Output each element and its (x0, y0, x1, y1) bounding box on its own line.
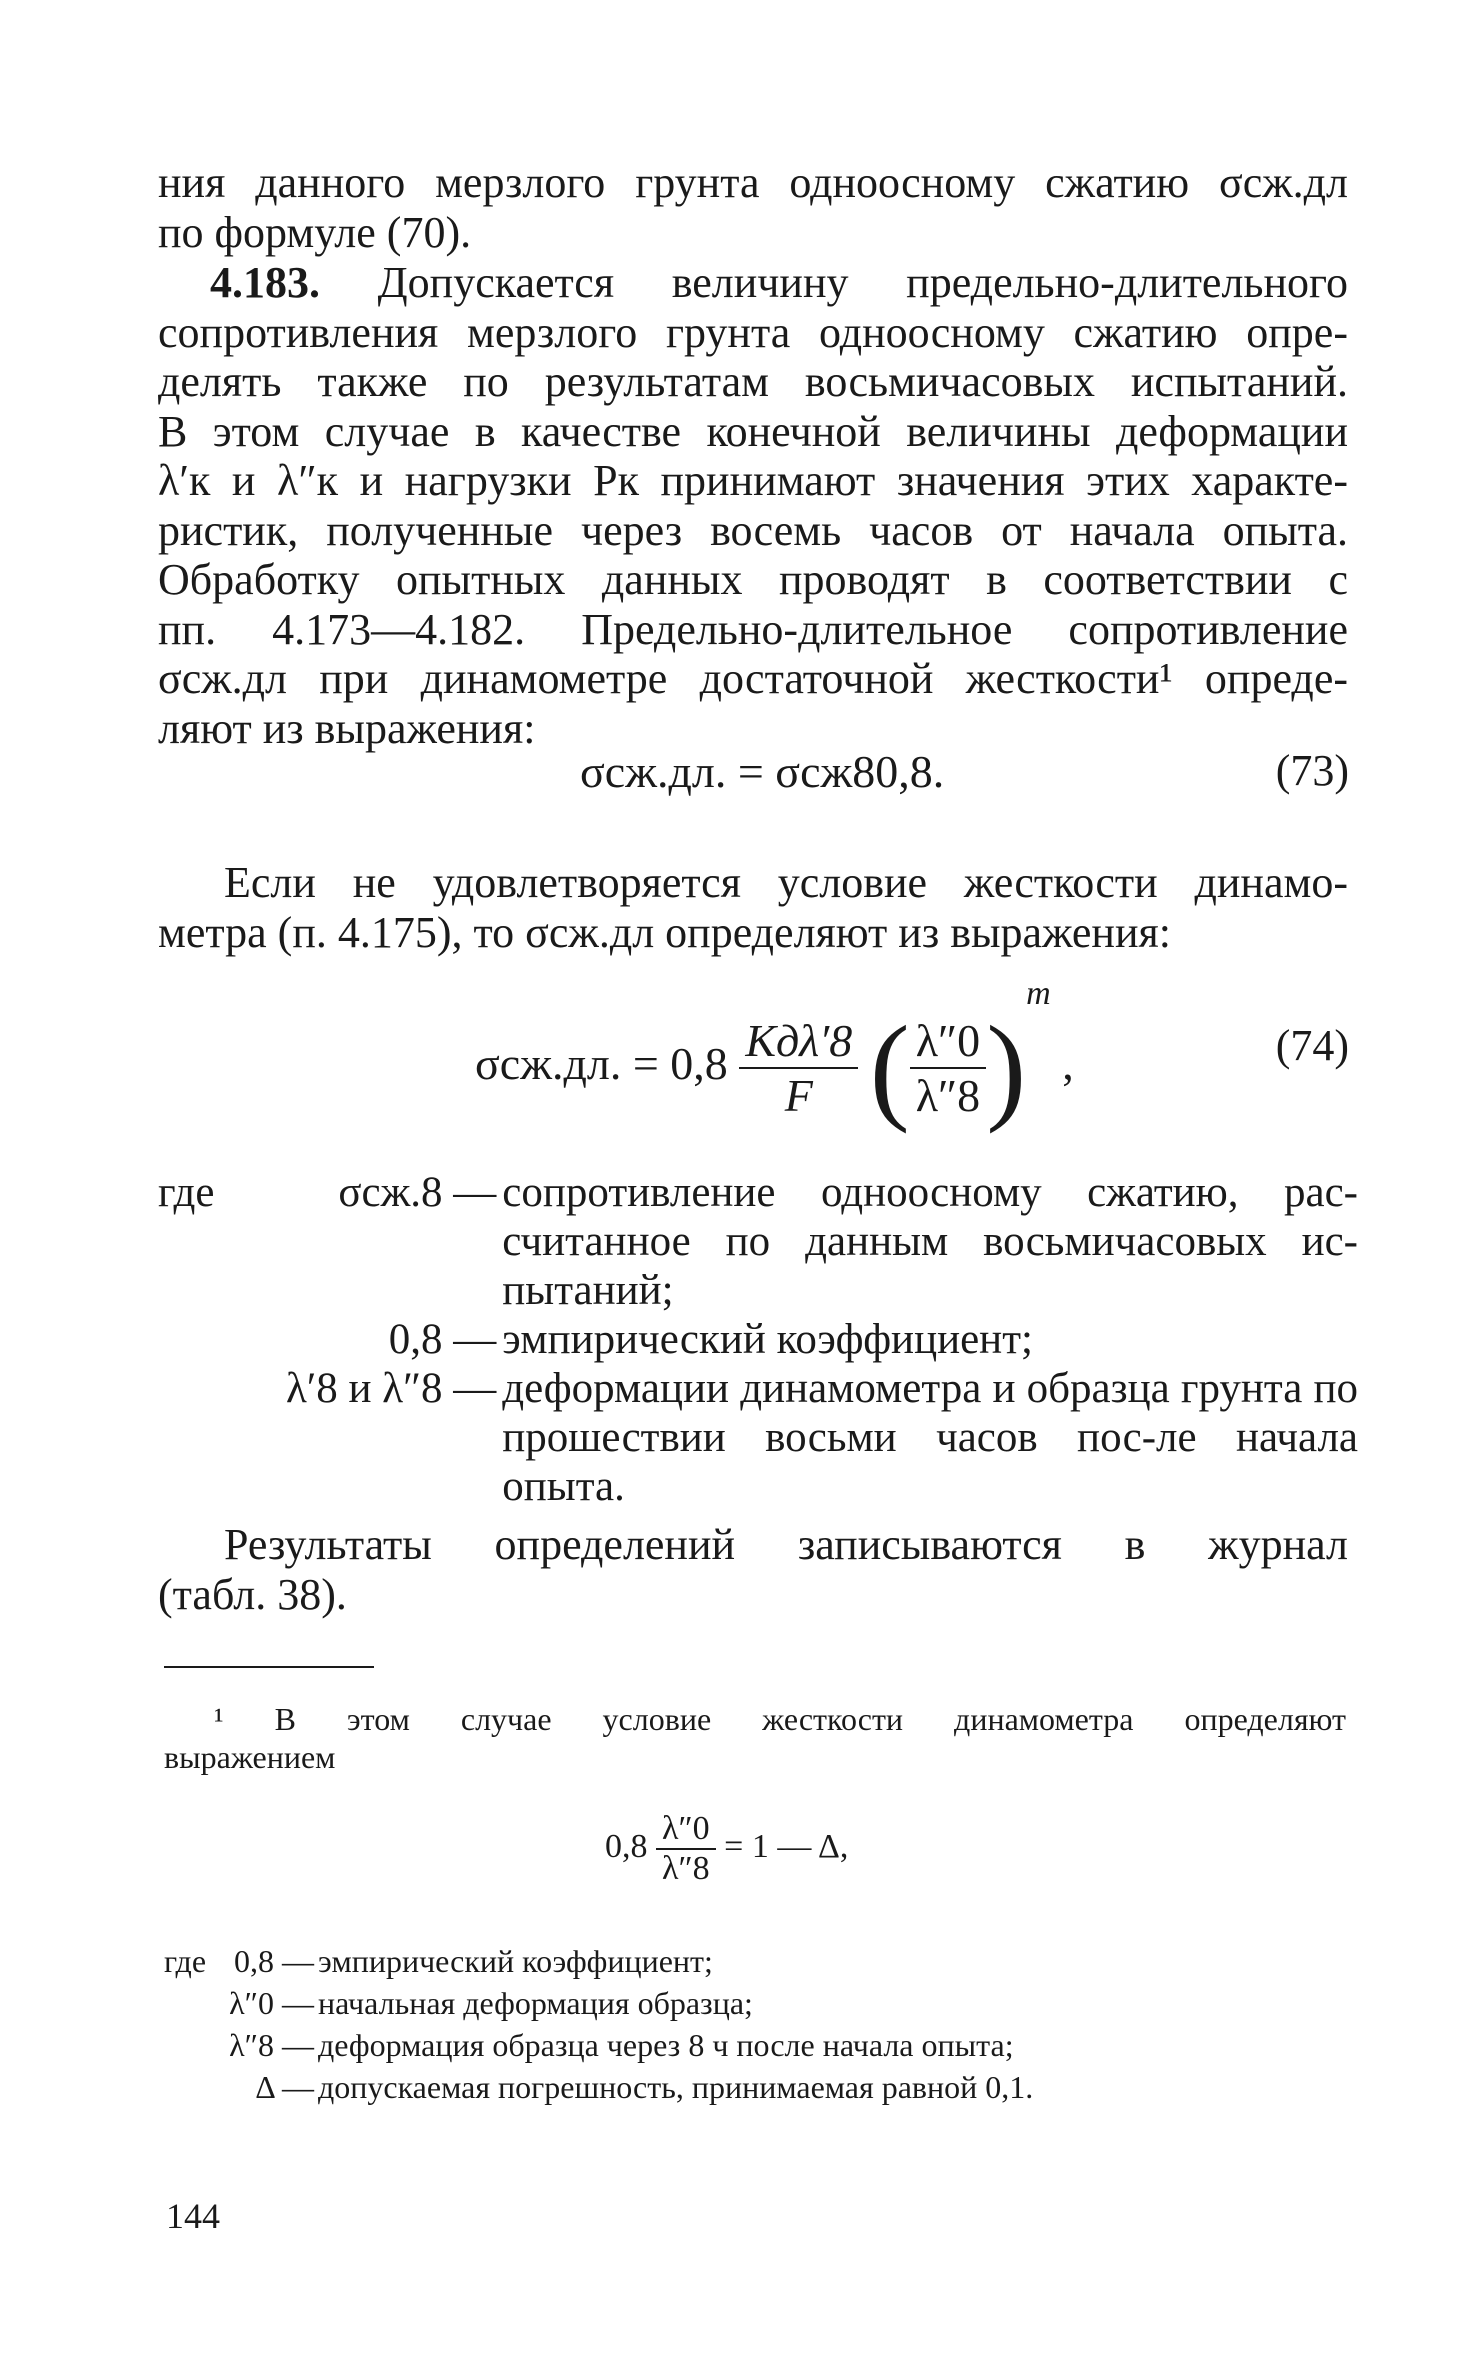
equation-74-inner-numerator: λ″0 (910, 1014, 986, 1069)
definition-item (158, 1168, 1358, 1315)
equation-74-exponent: m (1026, 975, 1051, 1012)
equation-74-numerator: Kдλ′8 (739, 1014, 858, 1069)
text-line: пп. 4.173—4.182. Предельно-длительное сопротивление (158, 604, 1348, 654)
footnote-definition-item (164, 2024, 1346, 2066)
footnote-term: 0,8 — (234, 1943, 314, 1979)
footnote-equation-rhs: = 1 — Δ, (724, 1827, 849, 1865)
footnote-text (164, 1700, 1346, 1776)
footnote-where-label: где (164, 1943, 207, 1979)
text-line: В этом случае в качестве конечной величины деформации (158, 406, 1348, 456)
text-line: Результаты определений записываются в журнал (224, 1520, 1348, 1569)
definition-term: σсж.8 — (338, 1169, 497, 1216)
footnote-desc: эмпирический коэффициент; (318, 1943, 713, 1979)
footnote-term: λ″8 — (229, 2027, 314, 2063)
equation-74-trailing: , (1062, 1037, 1074, 1089)
equation-74-lhs: σсж.дл. = 0,8 (475, 1037, 728, 1089)
section-first-line (158, 258, 1348, 308)
footnote-equation-numerator: λ″0 (656, 1810, 716, 1850)
text-line: σсж.дл при динамометре достаточной жесткости¹ опреде- (158, 654, 1348, 703)
stiffness-paragraph (158, 858, 1348, 957)
where-label: где (158, 1169, 215, 1216)
footnote-equation-lhs: 0,8 (605, 1827, 648, 1865)
equation-74-denominator: F (784, 1070, 813, 1122)
definition-desc: деформации динамометра и образца грунта по прошествии восьми часов пос-ле начала опыта. (502, 1365, 1358, 1510)
equation-74-number: (74) (1275, 1021, 1349, 1070)
equation-74-inner-fraction (910, 1014, 986, 1122)
footnote-equation (605, 1810, 848, 1888)
text-line: метра (п. 4.175), то σсж.дл определяют из выражения: (158, 907, 1171, 957)
footnote-definition-item (164, 1982, 1346, 2024)
footnote-term: Δ — (255, 2069, 314, 2105)
text-line: по формуле (70). (158, 207, 472, 257)
text-line: ляют из выражения: (158, 703, 536, 753)
text-line: λ′к и λ″к и нагрузки Pк принимают значения этих характе- (158, 456, 1348, 505)
footnote-definitions (164, 1940, 1346, 2108)
definition-term: 0,8 — (388, 1316, 497, 1363)
text-line: делять также по результатам восьмичасовых испытаний. (158, 357, 1348, 406)
section-number: 4.183. (210, 258, 320, 307)
section-4-183 (158, 258, 1348, 753)
equation-73: σсж.дл. = σсж80,8. (580, 746, 945, 797)
text-line: сопротивления мерзлого грунта одноосному сжатию опре- (158, 307, 1348, 357)
definition-desc: эмпирический коэффициент; (502, 1316, 1033, 1363)
text-line: выражением (164, 1739, 336, 1775)
page-number: 144 (166, 2196, 220, 2236)
text-line: (табл. 38). (158, 1569, 347, 1619)
equation-74-inner-denominator: λ″8 (915, 1070, 981, 1122)
text-line: Допускается величину предельно-длительного (377, 258, 1348, 307)
definition-item (158, 1315, 1358, 1364)
definitions-list (158, 1168, 1358, 1511)
footnote-equation-denominator: λ″8 (662, 1850, 710, 1887)
text-line: Если не удовлетворяется условие жесткости динамо- (224, 858, 1348, 907)
definition-item (158, 1364, 1358, 1511)
top-paragraph (158, 158, 1348, 257)
footnote-definition-item (164, 1940, 1346, 1982)
right-paren: ) (986, 1001, 1027, 1135)
footnote-definition-item (164, 2066, 1346, 2108)
results-paragraph (158, 1520, 1348, 1619)
text-line: ния данного мерзлого грунта одноосному сжатию σсж.дл (158, 158, 1348, 207)
footnote-term: λ″0 — (229, 1985, 314, 2021)
definition-desc: сопротивление одноосному сжатию, рас-считанное по данным восьмичасовых ис-пытаний; (502, 1169, 1358, 1314)
footnote-desc: допускаемая погрешность, принимаемая равной 0,1. (318, 2069, 1034, 2105)
equation-74 (475, 975, 1074, 1135)
text-line: ¹ В этом случае условие жесткости динамометра определяют (214, 1701, 1346, 1737)
footnote-desc: начальная деформация образца; (318, 1985, 753, 2021)
equation-74-fraction (739, 1014, 858, 1122)
text-line: Обработку опытных данных проводят в соответствии с (158, 555, 1348, 604)
footnote-desc: деформация образца через 8 ч после начала опыта; (318, 2027, 1014, 2063)
equation-73-number: (73) (1275, 746, 1349, 795)
footnote (164, 1700, 1346, 1776)
footnote-equation-fraction (656, 1810, 716, 1888)
left-paren: ( (869, 1001, 910, 1135)
text-line: ристик, полученные через восемь часов от начала опыта. (158, 505, 1348, 555)
definition-term: λ′8 и λ″8 — (286, 1365, 497, 1412)
footnote-separator (164, 1666, 374, 1668)
